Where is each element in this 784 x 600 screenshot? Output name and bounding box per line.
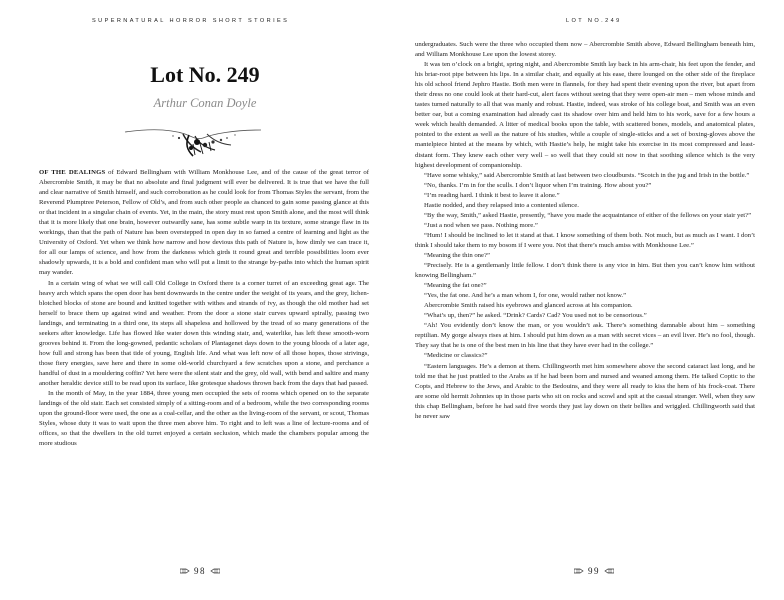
paragraph: In a certain wing of what we will call Old College in Oxford there is a corner turret of an exceeding great age. The heavy arch which spans the open door has bent downwards in the centre under the weight of its years, and the grey, lichen-blotched blocks of stone are bound and knitted together with withes and strands of ivy, as though the old mother had set herself to brace them up against wind and weather. From the door a stone stair curves upward spirally, passing two landings, and terminating in a third one, its steps all shapeless and hollowed by the tread of so many generations of the seekers after knowledge. Life has flowed like water down this winding stair, and, waterlike, has left these smooth-worn grooves behind it. From the long-gowned, pedantic scholars of Plantagenet days down to the young bloods of a later age, how full and strong has been that tide of young, English life. And what was left now of all those hopes, those strivings, those fiery energies, save here and there in some old-world churchyard a few scratches upon a stone, and perchance a handful of dust in a mouldering coffin? Yet here were the silent stair and the grey, old wall, with bend and saltire and many another heraldic device still to be read upon its surface, like grotesque shadows thrown back from the days that had passed.: [39, 279, 369, 387]
paragraph: “Meaning the thin one?”: [424, 251, 490, 259]
paragraph: Hastie nodded, and they relapsed into a contented silence.: [424, 201, 579, 209]
hand-pointer-icon: [210, 568, 220, 574]
hand-pointer-icon: [180, 568, 190, 574]
folio-right: [574, 566, 614, 576]
paragraph: “Eastern languages. He’s a demon at them. Chillingworth met him somewhere above the second cataract last long, and he told me that he just prattled to the Arabs as if he had been born and nursed and weaned among them. He talked Coptic to the Copts, and Hebrew to the Jews, and Arabic to the Bedouins, and they were all ready to kiss the hem of his frock-coat. There are some old hermit Johnnies up in those parts who sit on rocks and scowl and spit at the casual stranger. Well, when they saw this chap Bellingham, before he had said five words they just lay down on their bellies and wriggled. Chillingworth said that he never saw: [415, 362, 755, 420]
paragraph: “Precisely. He is a gentlemanly little fellow. I don’t think there is any vice in him. But then you can’t know him without knowing Bellingham.”: [415, 262, 755, 280]
paragraph: “By the way, Smith,” asked Hastie, presently, “have you made the acquaintance of either of the fellows on your stair yet?”: [424, 211, 752, 219]
paragraph: Abercrombie Smith raised his eyebrows and glanced across at his companion.: [424, 302, 633, 310]
right-page: [392, 0, 784, 600]
story-title: Lot No. 249: [150, 62, 260, 87]
paragraph: “Medicine or classics?”: [424, 352, 488, 360]
paragraph: “Yes, the fat one. And he’s a man whom I, for one, would rather not know.”: [424, 292, 627, 300]
page-number: 98: [194, 566, 206, 576]
paragraph: undergraduates. Such were the three who occupied them now – Abercrombie Smith above, Edward Bellingham beneath him, and William Monkhouse Lee upon the lowest storey.: [415, 41, 755, 59]
hand-pointer-icon: [604, 568, 614, 574]
page-number: 99: [588, 566, 600, 576]
story-author: Arthur Conan Doyle: [153, 96, 257, 110]
paragraph: “Hum! I should be inclined to let it stand at that. I know something of them both. Not much, but as much as I want. I don’t think I should take them to my bosom if I were you. Not that there’s much amiss with Monkhouse Lee.”: [415, 231, 755, 249]
paragraph: OF THE DEALINGS of Edward Bellingham with William Monkhouse Lee, and of the cause of the great terror of Abercrombie Smith, it may be that no absolute and final judgment will ever be delivered. It is true that we have the full and clear narrative of Smith himself, and such corroboration as he could look for from Thomas Styles the servant, from the Reverend Plumptree Peterson, Fellow of Old’s, and from such other people as chanced to gain some passing glance at this or that incident in a singular chain of events. Yet, in the main, the story must rest upon Smith alone, and the most will think that it is more likely that one brain, however outwardly sane, has some subtle warp in its texture, some strange flaw in its workings, than that the path of Nature has been overstepped in open day in so famed a centre of learning and light as the University of Oxford. Yet when we think how narrow and how devious this path of Nature is, how dimly we can trace it, for all our lamps of science, and how from the darkness which girds it round great and terrible possibilities loom ever shadowly upwards, it is a bold and confident man who will put a limit to the strange by-paths into which the human spirit may wander.: [39, 169, 369, 277]
paragraph: “Ah! You evidently don’t know the man, or you wouldn’t ask. There’s something damnable about him – something reptilian. My gorge always rises at him. I should put him down as a man with secret vices – an evil liver. He’s no fool, though. They say that he is one of the best men in his line that they have ever had in the college.”: [415, 322, 755, 350]
hand-pointer-icon: [574, 568, 584, 574]
title-block: [40, 62, 370, 111]
folio-left: [180, 566, 220, 576]
body-text-left: [39, 168, 369, 449]
paragraph: It was ten o’clock on a bright, spring night, and Abercrombie Smith lay back in his arm-chair, his feet upon the fender, and his briar-root pipe between his lips. In a similar chair, and equally at his ease, there lounged on the other side of the fireplace his old school friend Jephro Hastie. Both men were in flannels, for they had spent their evening upon the river, but apart from their dress no one could look at their hard-cut, alert faces without seeing that they were open-air men – men whose minds and tastes turned naturally to all that was manly and robust. Hastie, indeed, was stroke of his college boat, and Smith was an even better oar, but a coming examination had already cast its shadow over him and held him to his work, save for a few hours a week which health demanded. A litter of medical books upon the table, with scattered bones, models, and anatomical plates, pointed to the extent as well as the nature of his studies, while a couple of single-sticks and a set of boxing-gloves above the mantelpiece hinted at the means by which, with Hastie’s help, he might take his exercise in its most compressed and least-distant form. They knew each other very well – so well that they could sit now in that soothing silence which is the very highest development of companionship.: [415, 61, 755, 169]
running-head-left: SUPERNATURAL HORROR SHORT STORIES: [92, 18, 290, 24]
paragraph: “Just a nod when we pass. Nothing more.”: [424, 221, 538, 229]
paragraph: “What’s up, then?” he asked. “Drink? Cards? Cad? You used not to be censorious.”: [424, 312, 647, 320]
paragraph: “I’m reading hard. I think it best to leave it alone.”: [424, 191, 560, 199]
running-head-right: LOT NO.249: [566, 18, 622, 24]
paragraph: “Have some whisky,” said Abercrombie Smith at last between two cloudbursts. “Scotch in the jug and Irish in the bottle.”: [424, 171, 750, 179]
lead-words: OF THE DEALINGS: [39, 169, 106, 176]
paragraph: “No, thanks. I’m in for the sculls. I don’t liquor when I’m training. How about you?”: [424, 181, 652, 189]
paragraph: In the month of May, in the year 1884, three young men occupied the sets of rooms which opened on to the separate landings of the old stair. Each set consisted simply of a sitting-room and of a bedroom, while the two corresponding rooms upon the ground-floor were used, the one as a coal-cellar, and the other as the living-room of the servant, or scout, Thomas Styles, whose duty it was to wait upon the three men above him. To right and to left was a line of lecture-rooms and of offices, so that the dwellers in the old turret enjoyed a certain seclusion, which made the chambers popular among the more studious: [39, 390, 369, 448]
body-text-right: [415, 40, 755, 422]
paragraph: “Meaning the fat one?”: [424, 282, 487, 290]
ink-flourish-ornament-icon: [123, 118, 263, 158]
